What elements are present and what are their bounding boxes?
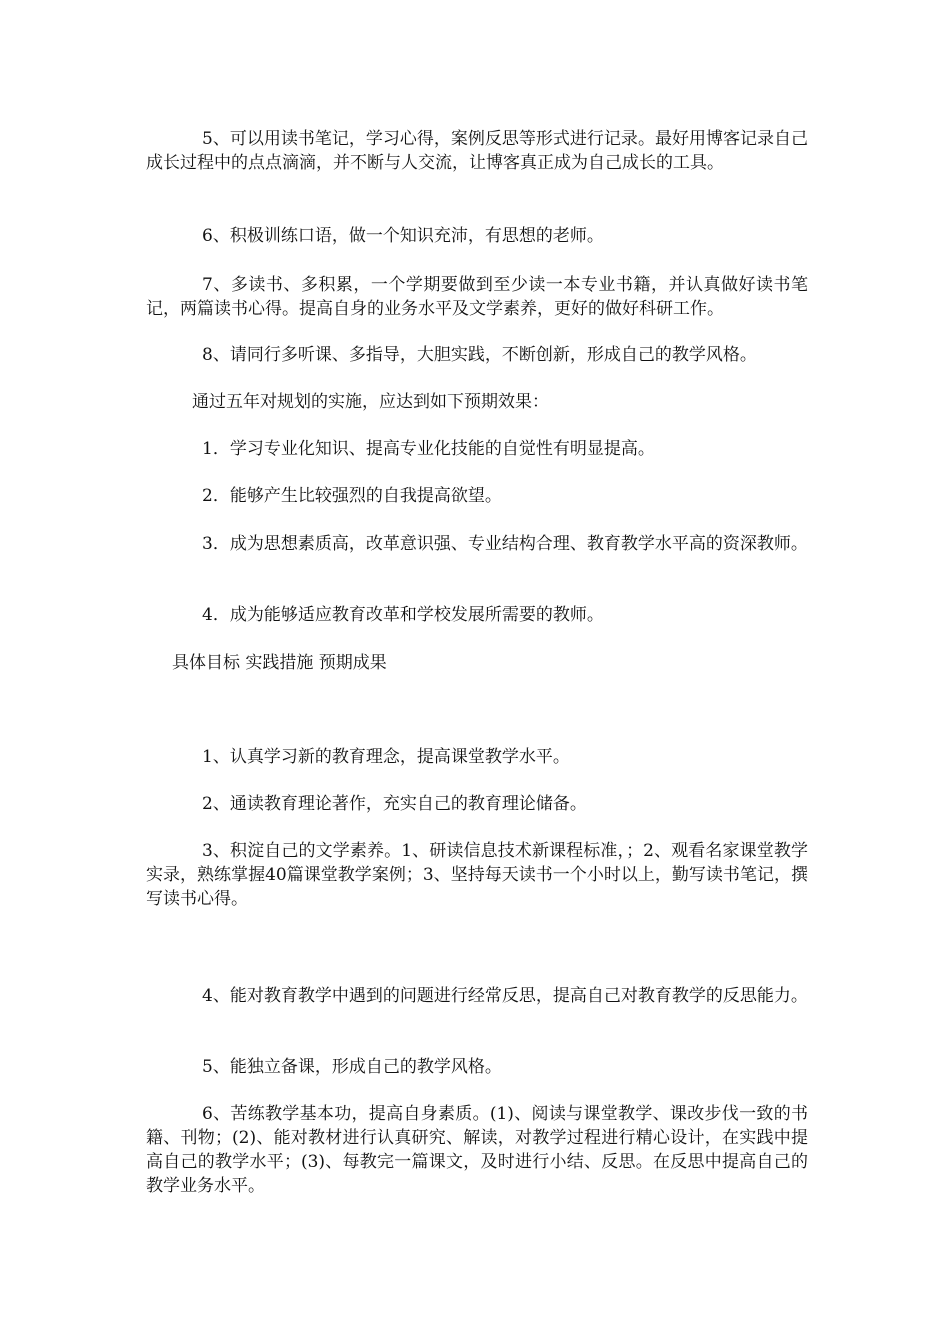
paragraph-item-7-reading: 7、多读书、多积累，一个学期要做到至少读一本专业书籍，并认真做好读书笔记，两篇读书心得。提高自身的业务水平及文学素养，更好的做好科研工作。 [146,275,808,319]
paragraph-goal-4: 4、能对教育教学中遇到的问题进行经常反思，提高自己对教育教学的反思能力。 [202,986,808,1006]
paragraph-item-8-practice: 8、请同行多听课、多指导，大胆实践，不断创新，形成自己的教学风格。 [202,345,757,365]
paragraph-table-headings: 具体目标 实践措施 预期成果 [172,653,387,673]
paragraph-goal-3: 3、积淀自己的文学素养。1、研读信息技术新课程标准，；2、观看名家课堂教学实录，熟练掌握40篇课堂教学案例；3、坚持每天读书一个小时以上，勤写读书笔记，撰写读书心得。 [146,841,808,909]
paragraph-effect-3: 3．成为思想素质高，改革意识强、专业结构合理、教育教学水平高的资深教师。 [202,534,808,554]
paragraph-item-5-records: 5、可以用读书笔记，学习心得，案例反思等形式进行记录。最好用博客记录自己成长过程中的点点滴滴，并不断与人交流，让博客真正成为自己成长的工具。 [146,129,808,173]
paragraph-expected-effects-intro: 通过五年对规划的实施，应达到如下预期效果： [192,392,549,412]
paragraph-goal-1: 1、认真学习新的教育理念，提高课堂教学水平。 [202,747,570,767]
paragraph-effect-4: 4．成为能够适应教育改革和学校发展所需要的教师。 [202,605,604,625]
paragraph-item-6-oral: 6、积极训练口语，做一个知识充沛，有思想的老师。 [202,226,604,246]
paragraph-goal-5: 5、能独立备课，形成自己的教学风格。 [202,1057,502,1077]
paragraph-goal-2: 2、通读教育理论著作，充实自己的教育理论储备。 [202,794,587,814]
paragraph-goal-6: 6、苦练教学基本功，提高自身素质。(1)、阅读与课堂教学、课改步伐一致的书籍、刊物；(2)、能对教材进行认真研究、解读，对教学过程进行精心设计，在实践中提高自己的教学水平；(3)、每教完一篇课文，及时进行小结、反思。在反思中提高自己的教学业务水平。 [146,1104,808,1196]
paragraph-effect-1: 1．学习专业化知识、提高专业化技能的自觉性有明显提高。 [202,439,655,459]
paragraph-effect-2: 2．能够产生比较强烈的自我提高欲望。 [202,486,502,506]
